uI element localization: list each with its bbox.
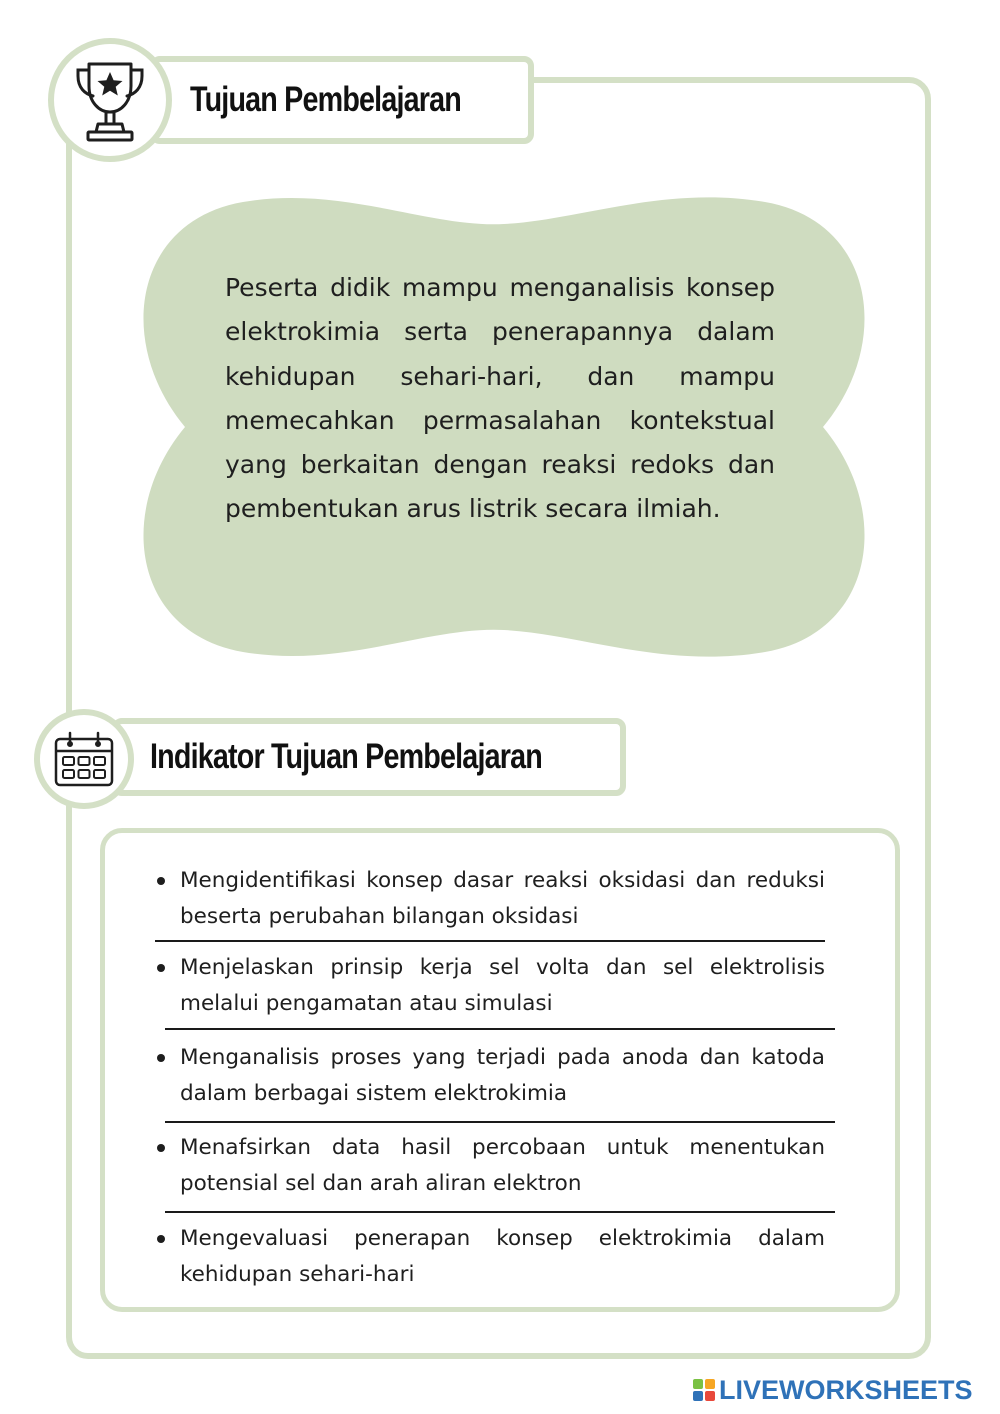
indicator-item-2: Menjelaskan prinsip kerja sel volta dan sel elektrolisis melalui pengamatan atau simulasi bbox=[180, 955, 825, 1016]
indicator-title: Indikator Tujuan Pembelajaran bbox=[150, 737, 542, 776]
indicator-item-4: Menafsirkan data hasil percobaan untuk menentukan potensial sel dan arah aliran elektron bbox=[180, 1135, 825, 1196]
trophy-icon bbox=[73, 58, 147, 142]
bullet-3 bbox=[157, 1054, 165, 1062]
bullet-5 bbox=[157, 1235, 165, 1243]
liveworksheets-logo[interactable] bbox=[693, 1374, 973, 1405]
goal-title: Tujuan Pembelajaran bbox=[190, 80, 461, 119]
item-divider bbox=[155, 940, 825, 942]
calendar-badge bbox=[34, 709, 134, 809]
indicator-item-1: Mengidentifikasi konsep dasar reaksi oksidasi dan reduksi beserta perubahan bilangan oksidasi bbox=[180, 868, 825, 929]
bullet-4 bbox=[157, 1144, 165, 1152]
goal-title-box bbox=[150, 56, 534, 144]
calendar-icon bbox=[53, 729, 115, 789]
item-divider bbox=[165, 1211, 835, 1213]
bullet-2 bbox=[157, 964, 165, 972]
indicator-title-box bbox=[112, 718, 626, 796]
brand-name: LIVEWORKSHEETS bbox=[719, 1374, 973, 1405]
trophy-badge bbox=[48, 38, 172, 162]
indicator-item-3: Menganalisis proses yang terjadi pada anoda dan katoda dalam berbagai sistem elektrokimia bbox=[180, 1045, 825, 1106]
item-divider bbox=[165, 1028, 835, 1030]
item-divider bbox=[165, 1121, 835, 1123]
goal-text: Peserta didik mampu menganalisis konsep elektrokimia serta penerapannya dalam kehidupan sehari-hari, dan mampu memecahkan permasalahan kontekstual yang berkaitan dengan reaksi redoks dan pembentukan arus listrik secara ilmiah. bbox=[225, 273, 775, 524]
indicator-item-5: Mengevaluasi penerapan konsep elektrokimia dalam kehidupan sehari-hari bbox=[180, 1226, 825, 1287]
liveworksheets-logo-icon bbox=[693, 1379, 715, 1401]
bullet-1 bbox=[157, 877, 165, 885]
